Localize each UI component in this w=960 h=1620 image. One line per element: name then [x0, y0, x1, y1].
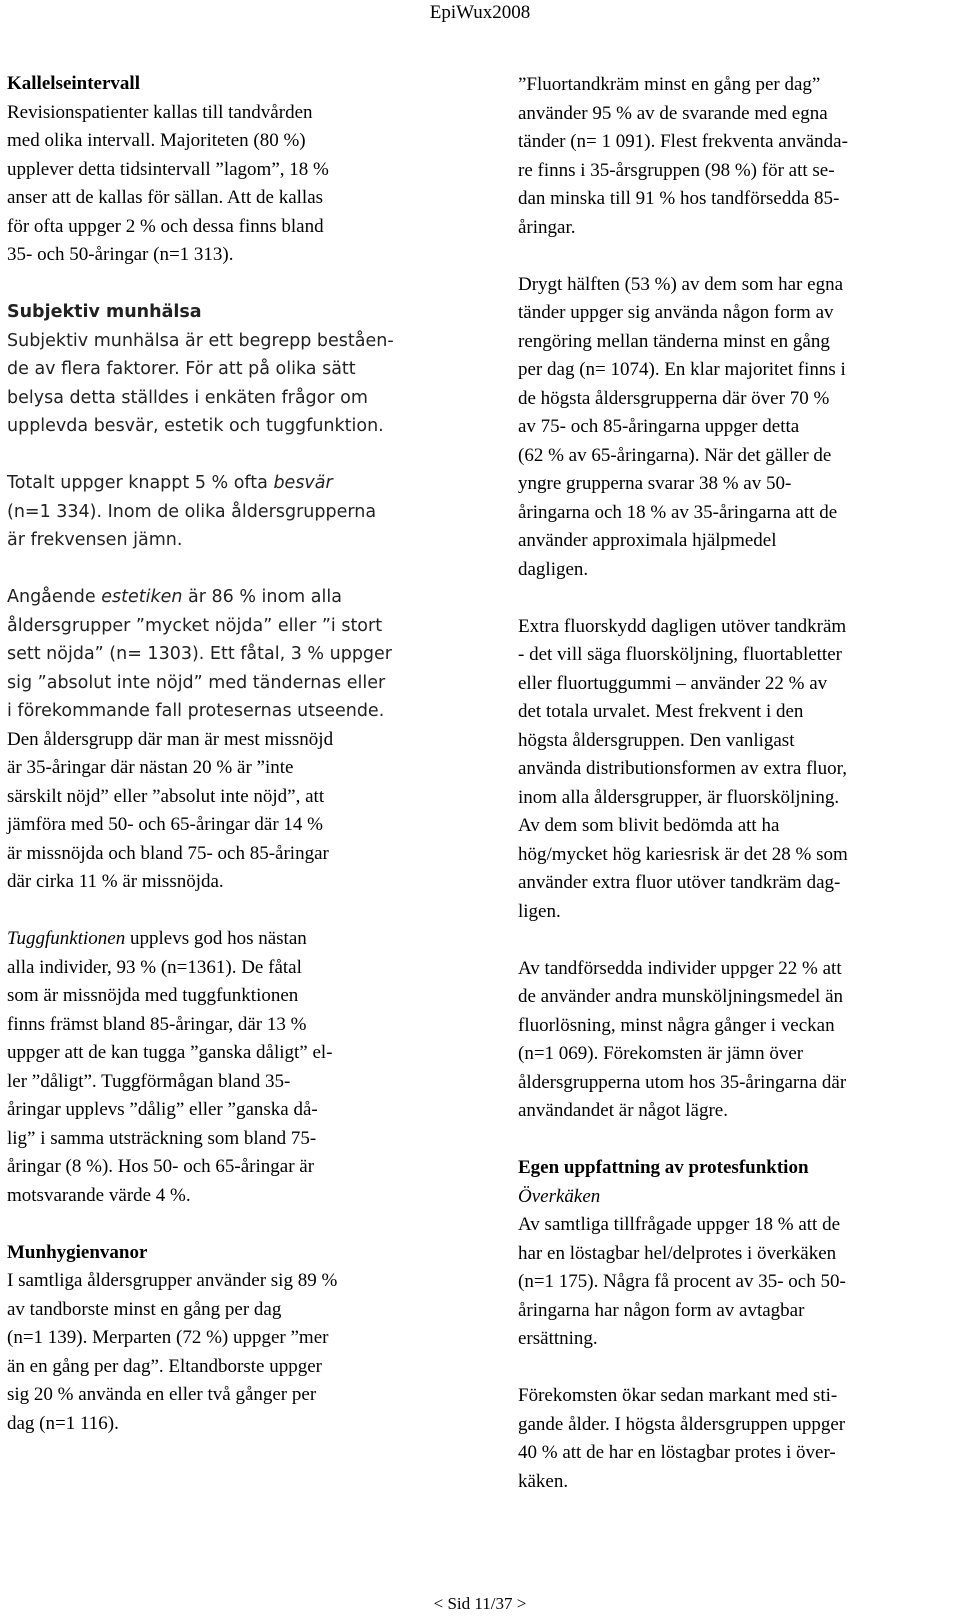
text-line: jämföra med 50- och 65-åringar där 14 %: [7, 814, 324, 835]
text-line: hög/mycket hög kariesrisk är det 28 % som: [518, 843, 848, 865]
text-line: upplevda besvär, estetik och tuggfunktion.: [7, 416, 384, 436]
text-line: Drygt hälften (53 %) av dem som har egna: [518, 273, 844, 295]
text-line: som är missnöjda med tuggfunktionen: [7, 985, 299, 1006]
text-line: sig 20 % använda en eller två gånger per: [7, 1384, 317, 1405]
text-line: Av tandförsedda individer uppger 22 % att: [518, 957, 842, 979]
text-line: åldersgrupper ”mycket nöjda” eller ”i stort: [7, 615, 383, 636]
text-line: åringar.: [518, 216, 576, 238]
text-line: eller fluortuggummi – använder 22 % av: [518, 672, 828, 694]
text-line: använder 95 % av de svarande med egna: [518, 102, 828, 124]
section-subjektiv-munhalsa: [7, 298, 437, 726]
text-line: (n=1 175). Några få procent av 35- och 50-: [518, 1271, 846, 1292]
right-column: [518, 71, 948, 1496]
text-line: ”Fluortandkräm minst en gång per dag”: [518, 74, 821, 95]
section-kallelseintervall: [7, 70, 437, 270]
text-line: 35- och 50-åringar (n=1 313).: [7, 244, 234, 265]
text-line: där cirka 11 % är missnöjda.: [7, 871, 224, 892]
text-line: Förekomsten ökar sedan markant med sti-: [518, 1385, 838, 1406]
text-line: åldersgrupperna utom hos 35-åringarna där: [518, 1071, 847, 1093]
text-line: (62 % av 65-åringarna). När det gäller de: [518, 444, 832, 466]
text-line: är frekvensen jämn.: [7, 530, 183, 550]
text-line: åringarna och 18 % av 35-åringarna att de: [518, 501, 838, 523]
text-line: finns främst bland 85-åringar, där 13 %: [7, 1013, 307, 1035]
subheading-overkaken: Överkäken: [518, 1185, 601, 1207]
page-number: < Sid 11/37 >: [433, 1594, 527, 1613]
heading-munhygienvanor: Munhygienvanor: [7, 1241, 148, 1263]
text-line: per dag (n= 1074). En klar majoritet finns i: [518, 359, 846, 380]
text-line: inom alla åldersgrupper, är fluorsköljning.: [518, 786, 840, 808]
text-line: högsta åldersgruppen. Den vanligast: [518, 729, 795, 751]
text-line: använda distributionsformen av extra fluor,: [518, 758, 848, 779]
text-line: upplever detta tidsintervall ”lagom”, 18 %: [7, 158, 329, 180]
text-line: belysa detta ställdes i enkäten frågor om: [7, 387, 368, 408]
text-line: åringar upplevs ”dålig” eller ”ganska då-: [7, 1099, 318, 1120]
text-line: Totalt uppger knappt 5 % ofta besvär: [7, 473, 333, 493]
text-line: Tuggfunktionen upplevs god hos nästan: [7, 928, 307, 949]
text-line: Subjektiv munhälsa är ett begrepp beståen-: [7, 330, 394, 351]
text-line: Angående estetiken är 86 % inom alla: [7, 587, 342, 607]
text-line: det totala urvalet. Mest frekvent i den: [518, 701, 804, 722]
text-line: gande ålder. I högsta åldersgruppen uppger: [518, 1413, 846, 1435]
text-line: rengöring mellan tänderna minst en gång: [518, 330, 830, 352]
text-line: - det vill säga fluorsköljning, fluortabletter: [518, 644, 842, 665]
text-line: för ofta uppger 2 % och dessa finns bland: [7, 215, 324, 237]
heading-subjektiv-munhalsa: Subjektiv munhälsa: [7, 302, 202, 322]
text-line: tänder (n= 1 091). Flest frekventa använda-: [518, 131, 848, 152]
text-line: de använder andra munsköljningsmedel än: [518, 986, 844, 1007]
text-line: använder extra fluor utöver tandkräm dag-: [518, 872, 841, 893]
text-line: Av dem som blivit bedömda att ha: [518, 815, 780, 836]
text-line: yngre grupperna svarar 38 % av 50-: [518, 473, 792, 494]
text-line: (n=1 334). Inom de olika åldersgrupperna: [7, 501, 377, 522]
heading-kallelseintervall: Kallelseintervall: [7, 73, 140, 94]
text-line: dan minska till 91 % hos tandförsedda 85-: [518, 188, 840, 209]
text-line: sig ”absolut inte nöjd” med tändernas eller: [7, 672, 386, 693]
section-estetik-continued: [7, 726, 437, 1439]
text-line: med olika intervall. Majoriteten (80 %): [7, 130, 306, 151]
page-header: EpiWux2008: [429, 2, 531, 23]
text-line: dag (n=1 116).: [7, 1412, 119, 1434]
text-line: 40 % att de har en löstagbar protes i över-: [518, 1442, 836, 1463]
emphasis-estetiken: estetiken: [101, 587, 183, 607]
text-line: är 35-åringar där nästan 20 % är ”inte: [7, 757, 294, 778]
text-line: sett nöjda” (n= 1303). Ett fåtal, 3 % uppger: [7, 644, 392, 664]
section-munskoljning: [518, 955, 948, 1126]
text-line: Extra fluorskydd dagligen utöver tandkräm: [518, 615, 847, 637]
section-rengoring: [518, 271, 948, 585]
text-line: är missnöjda och bland 75- och 85-åringar: [7, 842, 329, 864]
text-line: (n=1 139). Merparten (72 %) uppger ”mer: [7, 1327, 329, 1348]
text-line: ler ”dåligt”. Tuggförmågan bland 35-: [7, 1070, 291, 1092]
text-line: Av samtliga tillfrågade uppger 18 % att de: [518, 1214, 841, 1235]
text-line: fluorlösning, minst några gånger i veckan: [518, 1014, 835, 1036]
heading-protesfunktion: Egen uppfattning av protesfunktion: [518, 1157, 809, 1178]
text-line: (n=1 069). Förekomsten är jämn över: [518, 1043, 804, 1064]
text-line: ligen.: [518, 900, 561, 922]
text-line: användandet är något lägre.: [518, 1100, 728, 1121]
text-line: Revisionspatienter kallas till tandvården: [7, 101, 313, 123]
text-line: motsvarande värde 4 %.: [7, 1184, 191, 1206]
text-line: lig” i samma utsträckning som bland 75-: [7, 1127, 317, 1149]
left-column: [7, 70, 437, 1438]
text-line: har en löstagbar hel/delprotes i överkäken: [518, 1242, 837, 1264]
text-line: åringar (8 %). Hos 50- och 65-åringar är: [7, 1156, 315, 1177]
text-line: I samtliga åldersgrupper använder sig 89 %: [7, 1270, 338, 1291]
text-line: av tandborste minst en gång per dag: [7, 1298, 282, 1320]
text-line: re finns i 35-årsgruppen (98 %) för att se-: [518, 159, 835, 181]
emphasis-tuggfunktionen: Tuggfunktionen: [7, 928, 126, 949]
text-line: käken.: [518, 1470, 569, 1492]
text-line: Den åldersgrupp där man är mest missnöjd: [7, 728, 334, 750]
text-line: alla individer, 93 % (n=1361). De fåtal: [7, 956, 302, 978]
text-line: anser att de kallas för sällan. Att de kallas: [7, 187, 324, 208]
text-line: tänder uppger sig använda någon form av: [518, 302, 834, 323]
text-line: dagligen.: [518, 558, 589, 580]
text-line: de högsta åldersgrupperna där över 70 %: [518, 387, 830, 409]
text-line: än en gång per dag”. Eltandborste uppger: [7, 1355, 322, 1377]
section-extra-fluorskydd: [518, 613, 948, 927]
text-line: åringarna har någon form av avtagbar: [518, 1299, 805, 1321]
text-line: av 75- och 85-åringarna uppger detta: [518, 416, 800, 437]
section-fluortandkram: [518, 71, 948, 242]
text-line: de av flera faktorer. För att på olika sätt: [7, 359, 356, 379]
text-line: uppger att de kan tugga ”ganska dåligt” el-: [7, 1042, 333, 1063]
text-line: använder approximala hjälpmedel: [518, 530, 777, 551]
text-line: ersättning.: [518, 1328, 598, 1349]
section-protesfunktion: [518, 1154, 948, 1496]
emphasis-besvar: besvär: [273, 473, 333, 493]
text-line: särskilt nöjd” eller ”absolut inte nöjd”, att: [7, 785, 325, 807]
text-line: i förekommande fall protesernas utseende.: [7, 701, 385, 721]
